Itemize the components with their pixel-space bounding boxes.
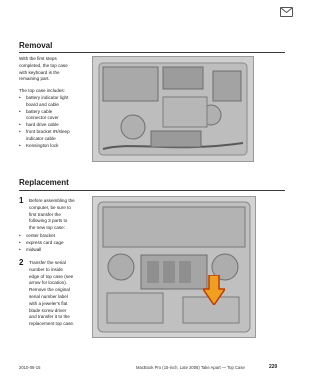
intro-line: with keyboard is the (19, 69, 60, 75)
list-item: • battery indicator light board and cable (19, 95, 81, 109)
top-case-interior-image (93, 197, 255, 337)
list-item: • front bracket IR/sleep indicator cable (19, 129, 81, 143)
footer-date: 2010-06-15 (19, 365, 41, 370)
intro-line: With the first steps (19, 56, 57, 61)
list-item: • hard drive cable (19, 122, 81, 129)
envelope-icon[interactable] (280, 7, 293, 17)
replacement-title: Replacement (19, 178, 69, 187)
intro-line: completed, the top case (19, 62, 68, 68)
arrow-icon (203, 275, 225, 305)
page-number: 220 (269, 364, 278, 370)
footer-title: MacBook Pro (15-inch, Late 2008) Take Apart — Top Case (136, 365, 245, 370)
list-item: • center bracket (19, 233, 85, 240)
step1-text: Before assembling the computer, be sure to first transfer the following 3 parts to the new top case: (29, 198, 75, 231)
top-case-image (93, 57, 253, 161)
list-item: • Kensington lock (19, 143, 81, 150)
includes-label: The top case includes: (19, 88, 65, 93)
removal-photo (92, 56, 254, 162)
removal-intro (19, 56, 79, 83)
list-item: • express card cage (19, 240, 85, 247)
intro-line: remaining part. (19, 76, 50, 82)
removal-list (19, 95, 81, 149)
replacement-rule (19, 190, 285, 191)
replacement-photo (92, 196, 256, 338)
list-item: • midwall (19, 247, 85, 254)
list-item: • battery cable connector cover (19, 109, 81, 123)
step-number: 1 (19, 196, 24, 205)
removal-title: Removal (19, 41, 53, 50)
removal-rule (19, 52, 285, 53)
step1-list (19, 233, 85, 253)
step-number: 2 (19, 258, 24, 267)
step2-text: Transfer the serial number to inside edge of top case (see arrow for location). Remove the original serial number label with a jeweler's flat blade screw driver and transfer it to the replacement top case. (29, 260, 75, 327)
